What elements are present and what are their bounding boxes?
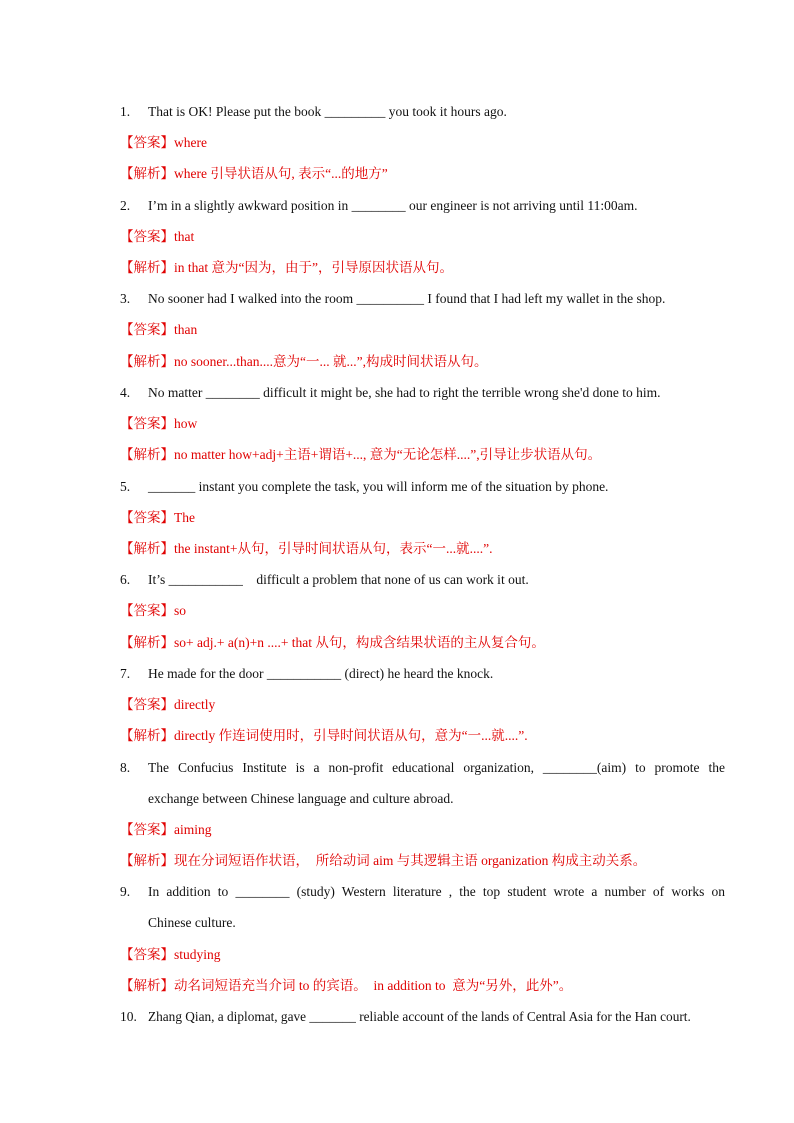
explanation-tag: 【解析】: [120, 853, 174, 868]
explanation-text: directly 作连词使用时，引导时间状语从句，意为“一...就....”.: [174, 728, 528, 743]
question-6: [120, 572, 725, 588]
explanation-text: where 引导状语从句, 表示“...的地方”: [174, 166, 388, 181]
answer-text: The: [174, 510, 195, 525]
answer-text: where: [174, 135, 207, 150]
explanation-3: [120, 354, 725, 370]
question-7: [120, 666, 725, 682]
question-number: 7.: [120, 666, 131, 681]
answer-4: [120, 416, 725, 432]
question-text: In addition to ________ (study) Western literature , the top student wrote a number of works on: [148, 884, 725, 899]
explanation-tag: 【解析】: [120, 728, 174, 743]
question-4: [120, 385, 725, 401]
answer-text: directly: [174, 697, 216, 712]
explanation-9: [120, 978, 725, 994]
answer-9: [120, 947, 725, 963]
explanation-1: [120, 166, 725, 182]
explanation-text: 动名词短语充当介词 to 的宾语。 in addition to 意为“另外，此外”。: [174, 978, 573, 993]
answer-tag: 【答案】: [120, 229, 174, 244]
answer-6: [120, 603, 725, 619]
question-number: 9.: [120, 884, 131, 899]
explanation-text: so+ adj.+ a(n)+n ....+ that 从句，构成含结果状语的主从复合句。: [174, 635, 545, 650]
question-text: He made for the door ___________ (direct) he heard the knock.: [148, 666, 494, 681]
question-number: 3.: [120, 291, 131, 306]
answer-text: that: [174, 229, 195, 244]
answer-3: [120, 322, 725, 338]
explanation-6: [120, 635, 725, 651]
explanation-tag: 【解析】: [120, 166, 174, 181]
question-5: [120, 479, 725, 495]
answer-7: [120, 697, 725, 713]
question-number: 1.: [120, 104, 131, 119]
answer-text: how: [174, 416, 198, 431]
answer-tag: 【答案】: [120, 510, 174, 525]
question-text: No sooner had I walked into the room __________ I found that I had left my wallet in the shop.: [148, 291, 666, 306]
explanation-text: 现在分词短语作状语， 所给动词 aim 与其逻辑主语 organization 构成主动关系。: [174, 853, 647, 868]
explanation-text: no sooner...than....意为“一... 就...”,构成时间状语从句。: [174, 354, 488, 369]
explanation-tag: 【解析】: [120, 260, 174, 275]
answer-tag: 【答案】: [120, 947, 174, 962]
answer-tag: 【答案】: [120, 603, 174, 618]
answer-text: studying: [174, 947, 221, 962]
question-10: [120, 1009, 725, 1025]
answer-tag: 【答案】: [120, 697, 174, 712]
question-text: It’s ___________ difficult a problem that none of us can work it out.: [148, 572, 529, 587]
answer-8: [120, 822, 725, 838]
question-2: [120, 198, 725, 214]
explanation-2: [120, 260, 725, 276]
question-9-continued: Chinese culture.: [148, 915, 236, 930]
question-number: 2.: [120, 198, 131, 213]
question-number: 5.: [120, 479, 131, 494]
answer-tag: 【答案】: [120, 135, 174, 150]
answer-tag: 【答案】: [120, 416, 174, 431]
explanation-7: [120, 728, 725, 744]
question-text: That is OK! Please put the book _________ you took it hours ago.: [148, 104, 507, 119]
question-3: [120, 291, 725, 307]
explanation-tag: 【解析】: [120, 635, 174, 650]
question-number: 10.: [120, 1009, 137, 1024]
question-8: [120, 760, 725, 776]
explanation-text: the instant+从句，引导时间状语从句，表示“一...就....”.: [174, 541, 493, 556]
explanation-tag: 【解析】: [120, 447, 174, 462]
question-text: Zhang Qian, a diplomat, gave _______ reliable account of the lands of Central Asia for the Han court.: [148, 1009, 691, 1024]
explanation-text: no matter how+adj+主语+谓语+..., 意为“无论怎样....”,引导让步状语从句。: [174, 447, 602, 462]
question-text: The Confucius Institute is a non-profit educational organization, ________(aim) to promote the: [148, 760, 725, 775]
question-1: [120, 104, 725, 120]
answer-tag: 【答案】: [120, 322, 174, 337]
question-9: [120, 884, 725, 900]
answer-tag: 【答案】: [120, 822, 174, 837]
question-8-continued: exchange between Chinese language and culture abroad.: [148, 791, 454, 806]
answer-1: [120, 135, 725, 151]
answer-text: so: [174, 603, 187, 618]
explanation-tag: 【解析】: [120, 978, 174, 993]
explanation-tag: 【解析】: [120, 541, 174, 556]
answer-2: [120, 229, 725, 245]
question-text: No matter ________ difficult it might be, she had to right the terrible wrong she'd done to him.: [148, 385, 661, 400]
answer-5: [120, 510, 725, 526]
question-text: I’m in a slightly awkward position in ________ our engineer is not arriving until 11:00am.: [148, 198, 638, 213]
explanation-4: [120, 447, 725, 463]
answer-text: than: [174, 322, 198, 337]
explanation-tag: 【解析】: [120, 354, 174, 369]
question-number: 6.: [120, 572, 131, 587]
explanation-5: [120, 541, 725, 557]
question-text: _______ instant you complete the task, you will inform me of the situation by phone.: [148, 479, 609, 494]
explanation-text: in that 意为“因为，由于”，引导原因状语从句。: [174, 260, 453, 275]
question-number: 4.: [120, 385, 131, 400]
answer-text: aiming: [174, 822, 212, 837]
question-number: 8.: [120, 760, 131, 775]
explanation-8: [120, 853, 725, 869]
